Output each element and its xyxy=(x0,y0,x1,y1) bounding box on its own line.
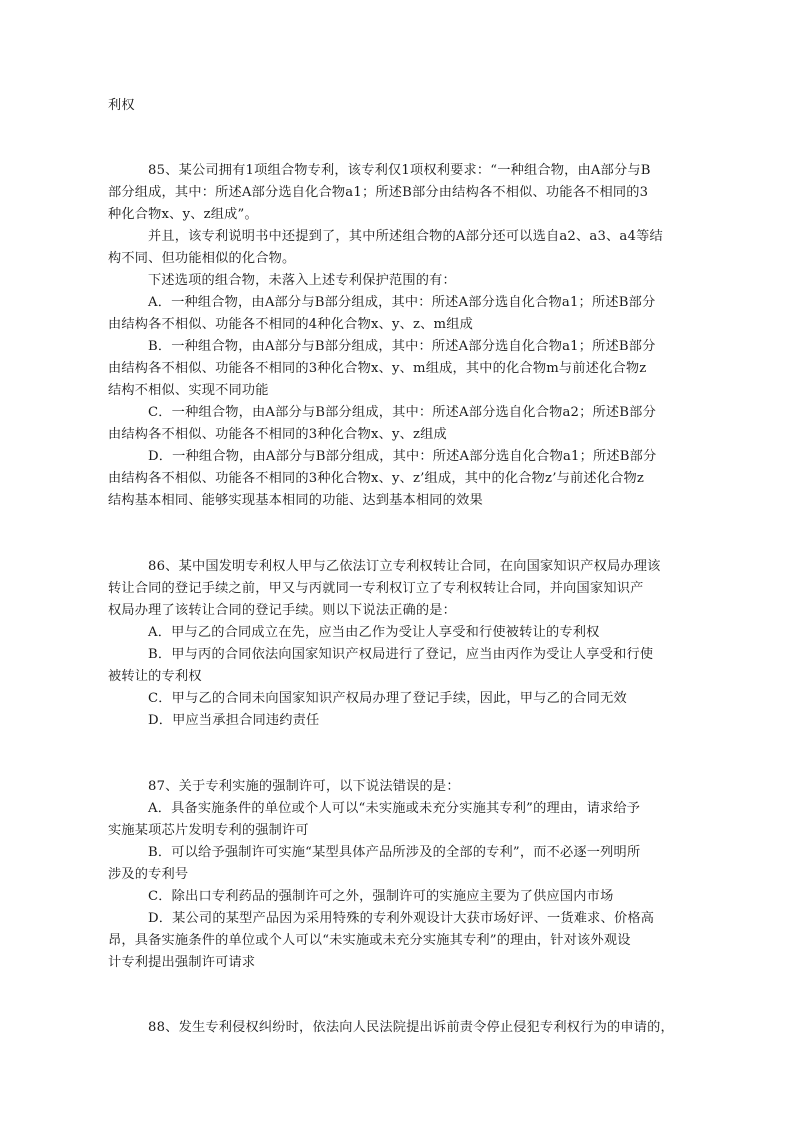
q87-option-d-line-3: 计专利提出强制许可请求 xyxy=(108,955,256,970)
q86-option-b-line-2: 被转让的专利权 xyxy=(108,669,202,684)
q85-option-a-line-2: 由结构各不相似、功能各不相同的4种化合物x、y、z、m组成 xyxy=(108,317,474,332)
q87-option-b-line-1: B．可以给予强制许可实施“某型具体产品所涉及的全部的专利”，而不必逐一列明所 xyxy=(148,845,641,860)
q86-option-c-line-1: C．甲与乙的合同未向国家知识产权局办理了登记手续，因此，甲与乙的合同无效 xyxy=(148,691,627,706)
q85-option-d-line-3: 结构基本相同、能够实现基本相同的功能、达到基本相同的效果 xyxy=(108,493,483,508)
q86-stem-line-2: 转让合同的登记手续之前，甲又与丙就同一专利权订立了专利权转让合同，并向国家知识产 xyxy=(108,581,644,596)
q86-option-d-line-1: D．甲应当承担合同违约责任 xyxy=(148,713,320,728)
q87-option-a-line-1: A．具备实施条件的单位或个人可以“未实施或未充分实施其专利”的理由，请求给予 xyxy=(148,801,641,816)
q85-stem-line-3: 种化合物x、y、z组成”。 xyxy=(108,207,258,222)
q85-stem-line-1: 85、某公司拥有1项组合物专利，该专利仅1项权利要求：“一种组合物，由A部分与B xyxy=(148,163,651,178)
q85-option-c-line-1: C．一种组合物，由A部分与B部分组成，其中：所述A部分选自化合物a2；所述B部分 xyxy=(148,405,656,420)
q86-option-a-line-1: A．甲与乙的合同成立在先，应当由乙作为受让人享受和行使被转让的专利权 xyxy=(148,625,600,640)
q87-option-d-line-1: D．某公司的某型产品因为采用特殊的专利外观设计大获市场好评、一货难求、价格高 xyxy=(148,911,655,926)
q85-option-b-line-1: B．一种组合物，由A部分与B部分组成，其中：所述A部分选自化合物a1；所述B部分 xyxy=(148,339,656,354)
q87-stem-line-1: 87、关于专利实施的强制许可，以下说法错误的是： xyxy=(148,779,460,794)
q85-option-b-line-2: 由结构各不相似、功能各不相同的3种化合物x、y、m组成，其中的化合物m与前述化合物z xyxy=(108,361,647,376)
q85-option-d-line-1: D．一种组合物，由A部分与B部分组成，其中：所述A部分选自化合物a1；所述B部分 xyxy=(148,449,657,464)
q85-stem-line-4: 并且，该专利说明书中还提到了，其中所述组合物的A部分还可以选自a2、a3、a4等结 xyxy=(148,229,663,244)
page-heading: 利权 xyxy=(108,98,135,113)
q88-stem-line-1: 88、发生专利侵权纠纷时，依法向人民法院提出诉前责令停止侵犯专利权行为的申请的， xyxy=(148,1020,674,1035)
q85-option-b-line-3: 结构不相似、实现不同功能 xyxy=(108,383,269,398)
q85-stem-line-2: 部分组成，其中：所述A部分选自化合物a1；所述B部分由结构各不相似、功能各不相同的3 xyxy=(108,185,649,200)
q87-option-c-line-1: C．除出口专利药品的强制许可之外，强制许可的实施应主要为了供应国内市场 xyxy=(148,889,614,904)
q85-option-a-line-1: A．一种组合物，由A部分与B部分组成，其中：所述A部分选自化合物a1；所述B部分 xyxy=(148,295,656,310)
q85-option-c-line-2: 由结构各不相似、功能各不相同的3种化合物x、y、z组成 xyxy=(108,427,447,442)
q87-option-d-line-2: 昂，具备实施条件的单位或个人可以“未实施或未充分实施其专利”的理由，针对该外观设 xyxy=(108,933,631,948)
q85-stem-line-6: 下述选项的组合物，未落入上述专利保护范围的有： xyxy=(148,273,456,288)
q87-option-a-line-2: 实施某项芯片发明专利的强制许可 xyxy=(108,823,309,838)
q86-option-b-line-1: B．甲与丙的合同依法向国家知识产权局进行了登记，应当由丙作为受让人享受和行使 xyxy=(148,647,654,662)
q85-option-d-line-2: 由结构各不相似、功能各不相同的3种化合物x、y、z’组成，其中的化合物z’与前述化合物z xyxy=(108,471,645,486)
q85-stem-line-5: 构不同、但功能相似的化合物。 xyxy=(108,251,296,266)
q86-stem-line-1: 86、某中国发明专利权人甲与乙依法订立专利权转让合同，在向国家知识产权局办理该 xyxy=(148,559,661,574)
q86-stem-line-3: 权局办理了该转让合同的登记手续。则以下说法正确的是： xyxy=(108,603,457,618)
q87-option-b-line-2: 涉及的专利号 xyxy=(108,867,189,882)
